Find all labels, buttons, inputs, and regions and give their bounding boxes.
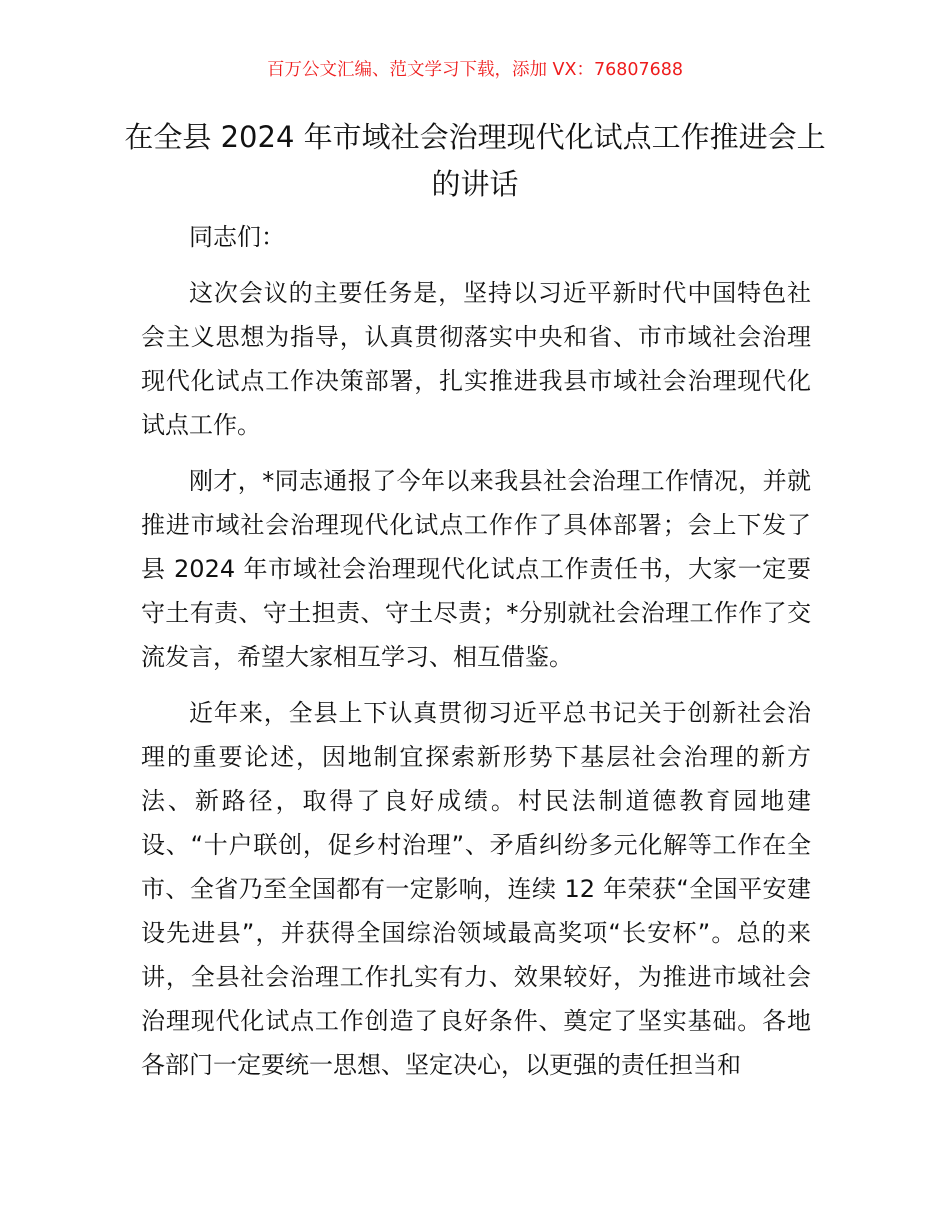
paragraph-3: 近年来，全县上下认真贯彻习近平总书记关于创新社会治理的重要论述，因地制宜探索新形势下基层社会治理的新方法、新路径，取得了良好成绩。村民法制道德教育园地建设、“十户联创，促乡村治理”、矛盾纠纷多元化解等工作在全市、全省乃至全国都有一定影响，连续 12 年荣获“全国平安建设先进县”，并获得全国综治领域最高奖项“长安杯”。总的来讲，全县社会治理工作扎实有力、效果较好，为推进市域社会治理现代化试点工作创造了良好条件、奠定了坚实基础。各地各部门一定要统一思想、坚定决心，以更强的责任担当和	[141, 699, 811, 1079]
header-watermark-text: 百万公文汇编、范文学习下载，添加 VX：76807688	[266, 60, 684, 80]
document-body	[141, 215, 811, 1087]
paragraph-2: 刚才，*同志通报了今年以来我县社会治理工作情况，并就推进市域社会治理现代化试点工作作了具体部署；会上下发了县 2024 年市域社会治理现代化试点工作责任书，大家一定要守土有责、守土担责、守土尽责；*分别就社会治理工作作了交流发言，希望大家相互学习、相互借鉴。	[141, 467, 811, 671]
document-title: 在全县 2024 年市域社会治理现代化试点工作推进会上的讲话	[124, 120, 826, 201]
salutation: 同志们：	[189, 223, 285, 251]
paragraph-1: 这次会议的主要任务是，坚持以习近平新时代中国特色社会主义思想为指导，认真贯彻落实中央和省、市市域社会治理现代化试点工作决策部署，扎实推进我县市域社会治理现代化试点工作。	[141, 279, 811, 439]
